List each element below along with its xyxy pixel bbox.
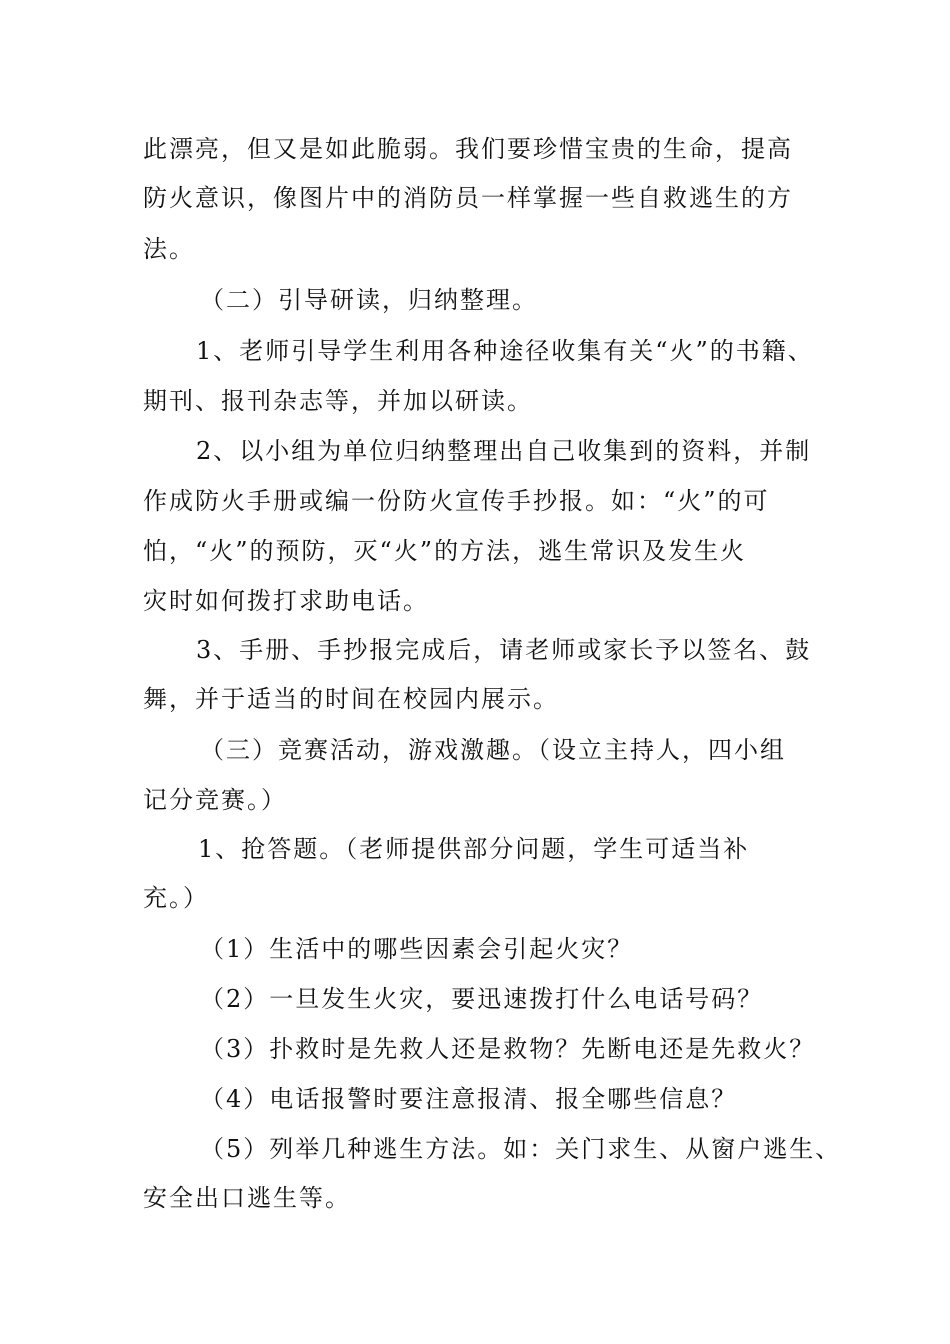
text-line-9: 怕，“火”的预防，灭“火”的方法，逃生常识及发生火: [143, 537, 747, 565]
question-1: （1）生活中的哪些因素会引起火灾？: [200, 935, 634, 963]
text-line-15: 1、抢答题。（老师提供部分问题，学生可适当补: [198, 835, 750, 863]
text-line-11: 3、手册、手抄报完成后，请老师或家长予以签名、鼓: [196, 636, 812, 664]
text-line-12: 舞，并于适当的时间在校园内展示。: [143, 685, 559, 713]
text-line-7: 2、以小组为单位归纳整理出自己收集到的资料，并制: [196, 437, 812, 465]
section-heading-3: （三）竞赛活动，游戏激趣。（设立主持人，四小组: [200, 736, 786, 764]
text-line-6: 期刊、报刊杂志等，并加以研读。: [143, 387, 533, 415]
text-line-3: 法。: [143, 235, 195, 263]
text-line-14: 记分竞赛。）: [143, 786, 287, 814]
text-line-2: 防火意识，像图片中的消防员一样掌握一些自救逃生的方: [143, 184, 793, 212]
text-line-10: 灾时如何拨打求助电话。: [143, 587, 429, 615]
section-heading-2: （二）引导研读，归纳整理。: [200, 286, 538, 314]
text-line-8: 作成防火手册或编一份防火宣传手抄报。如：“火”的可: [143, 487, 770, 515]
question-2: （2）一旦发生火灾，要迅速拨打什么电话号码？: [200, 985, 764, 1013]
text-line-16: 充。）: [143, 884, 209, 912]
text-line-5: 1、老师引导学生利用各种途径收集有关“火”的书籍、: [196, 337, 814, 365]
question-5: （5）列举几种逃生方法。如：关门求生、从窗户逃生、: [200, 1135, 842, 1163]
text-line-22: 安全出口逃生等。: [143, 1184, 351, 1212]
question-3: （3）扑救时是先救人还是救物？先断电还是先救火？: [200, 1035, 816, 1063]
question-4: （4）电话报警时要注意报清、报全哪些信息？: [200, 1085, 738, 1113]
text-line-1: 此漂亮，但又是如此脆弱。我们要珍惜宝贵的生命，提高: [143, 135, 793, 163]
